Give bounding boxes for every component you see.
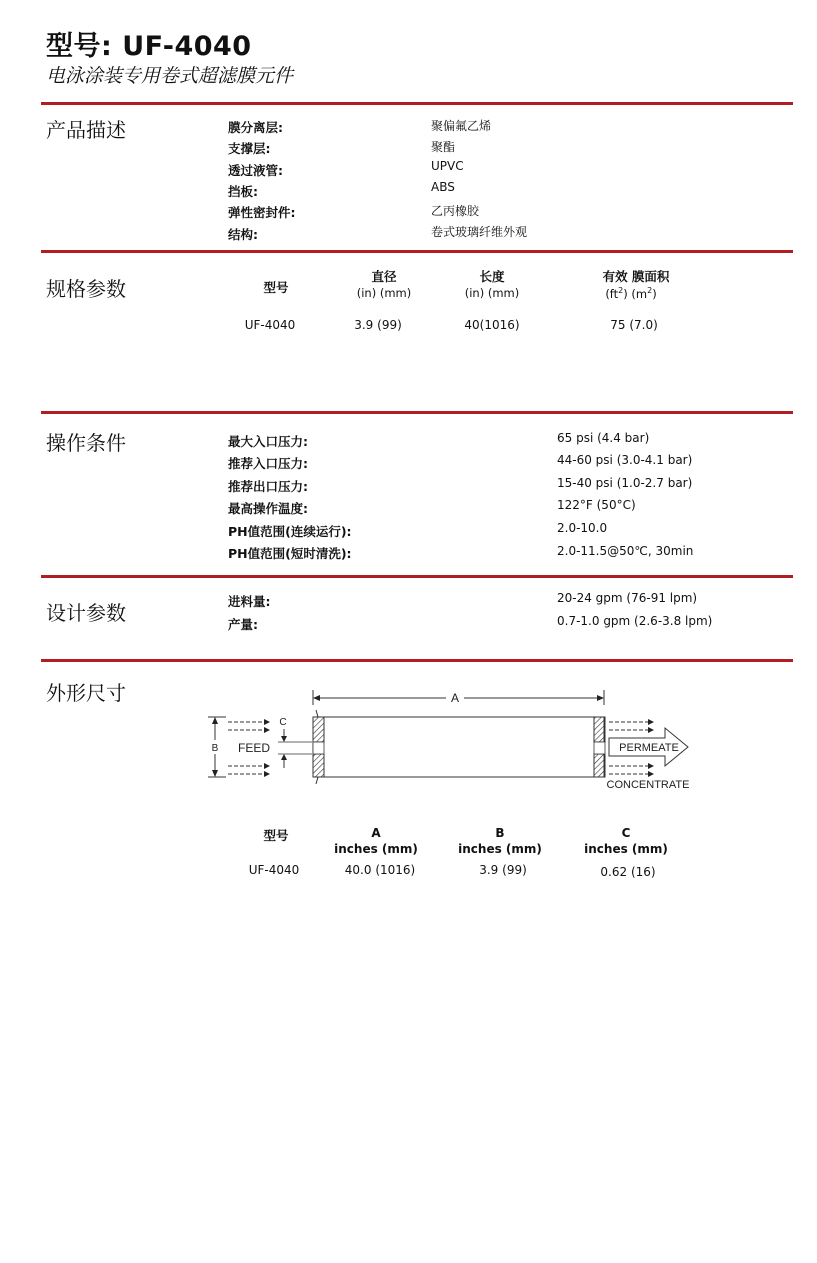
dim-header-a-unit: inches (mm) bbox=[334, 842, 418, 856]
description-value: 聚偏氟乙烯 bbox=[431, 119, 492, 133]
operating-value: 2.0-10.0 bbox=[557, 521, 608, 535]
description-label: 弹性密封件: bbox=[228, 205, 296, 220]
description-label: 结构: bbox=[228, 227, 258, 242]
operating-label: 推荐出口压力: bbox=[228, 479, 308, 494]
dim-header-b: B bbox=[495, 826, 505, 840]
output-arrows bbox=[607, 719, 690, 791]
dimension-b bbox=[208, 717, 226, 777]
description-label: 挡板: bbox=[228, 184, 258, 199]
dim-header-model: 型号 bbox=[263, 828, 289, 843]
specs-cell-area: 75 (7.0) bbox=[610, 318, 658, 332]
description-label: 透过液管: bbox=[228, 163, 283, 178]
design-value: 20-24 gpm (76-91 lpm) bbox=[557, 591, 698, 605]
dim-header-c-unit: inches (mm) bbox=[584, 842, 668, 856]
specs-header-area: 有效 膜面积 bbox=[602, 269, 670, 284]
operating-value: 15-40 psi (1.0-2.7 bar) bbox=[557, 476, 693, 490]
operating-label: 最大入口压力: bbox=[228, 434, 308, 449]
dim-cell-model: UF-4040 bbox=[248, 863, 300, 877]
operating-value: 65 psi (4.4 bar) bbox=[557, 431, 650, 445]
operating-label: 最高操作温度: bbox=[228, 501, 308, 516]
dimension-a bbox=[313, 690, 604, 705]
section-title-dimensions: 外形尺寸 bbox=[46, 681, 126, 705]
operating-value: 44-60 psi (3.0-4.1 bar) bbox=[557, 453, 693, 467]
specs-cell-length: 40(1016) bbox=[464, 318, 520, 332]
dimension-b-label: B bbox=[211, 743, 219, 754]
specs-cell-diameter: 3.9 (99) bbox=[354, 318, 402, 332]
dim-cell-a: 40.0 (1016) bbox=[344, 863, 416, 877]
specs-header-area-unit: $(ft^2)$ $(m^2)$ bbox=[605, 286, 657, 301]
dimension-c-label: C bbox=[279, 717, 287, 728]
dim-header-c: C bbox=[621, 826, 631, 840]
section-title-specs: 规格参数 bbox=[46, 277, 126, 301]
design-value: 0.7-1.0 gpm (2.6-3.8 lpm) bbox=[557, 614, 713, 628]
feed-label: FEED bbox=[237, 741, 271, 755]
specs-header-model: 型号 bbox=[263, 280, 289, 295]
description-label: 膜分离层: bbox=[228, 120, 283, 135]
section-title-design: 设计参数 bbox=[46, 601, 126, 625]
section-title-operating: 操作条件 bbox=[46, 431, 126, 455]
specs-header-diameter: 直径 bbox=[371, 269, 397, 284]
dimension-a-label: A bbox=[450, 691, 460, 705]
specs-header-length-unit: (in) (mm) bbox=[464, 286, 520, 300]
dim-cell-c: 0.62 (16) bbox=[600, 865, 656, 879]
concentrate-label: CONCENTRATE bbox=[606, 779, 690, 791]
dim-header-a: A bbox=[371, 826, 381, 840]
operating-label: PH值范围(连续运行): bbox=[228, 524, 352, 539]
description-value: UPVC bbox=[431, 159, 464, 173]
permeate-label: PERMEATE bbox=[619, 742, 679, 754]
dimension-c bbox=[278, 717, 312, 768]
dim-header-b-unit: inches (mm) bbox=[458, 842, 542, 856]
description-label: 支撑层: bbox=[228, 141, 271, 156]
feed-arrows bbox=[228, 719, 270, 777]
design-label: 进料量: bbox=[228, 594, 271, 609]
specs-cell-model: UF-4040 bbox=[244, 318, 296, 332]
design-label: 产量: bbox=[228, 617, 258, 632]
description-value: ABS bbox=[431, 180, 455, 194]
description-value: 卷式玻璃纤维外观 bbox=[431, 225, 528, 239]
description-value: 聚酯 bbox=[431, 140, 456, 154]
element-body bbox=[313, 710, 605, 784]
specs-header-diameter-unit: (in) (mm) bbox=[356, 286, 412, 300]
specs-header-length: 长度 bbox=[479, 269, 505, 284]
dim-cell-b: 3.9 (99) bbox=[479, 863, 527, 877]
operating-label: PH值范围(短时清洗): bbox=[228, 546, 352, 561]
operating-value: 2.0-11.5@50℃, 30min bbox=[557, 544, 694, 558]
operating-value: 122°F (50°C) bbox=[557, 498, 636, 512]
page-subtitle: 电泳涂装专用卷式超滤膜元件 bbox=[46, 65, 294, 87]
page-title: 型号: UF-4040 bbox=[46, 31, 252, 62]
operating-label: 推荐入口压力: bbox=[228, 456, 308, 471]
description-value: 乙丙橡胶 bbox=[431, 204, 480, 218]
section-title-description: 产品描述 bbox=[46, 118, 126, 142]
